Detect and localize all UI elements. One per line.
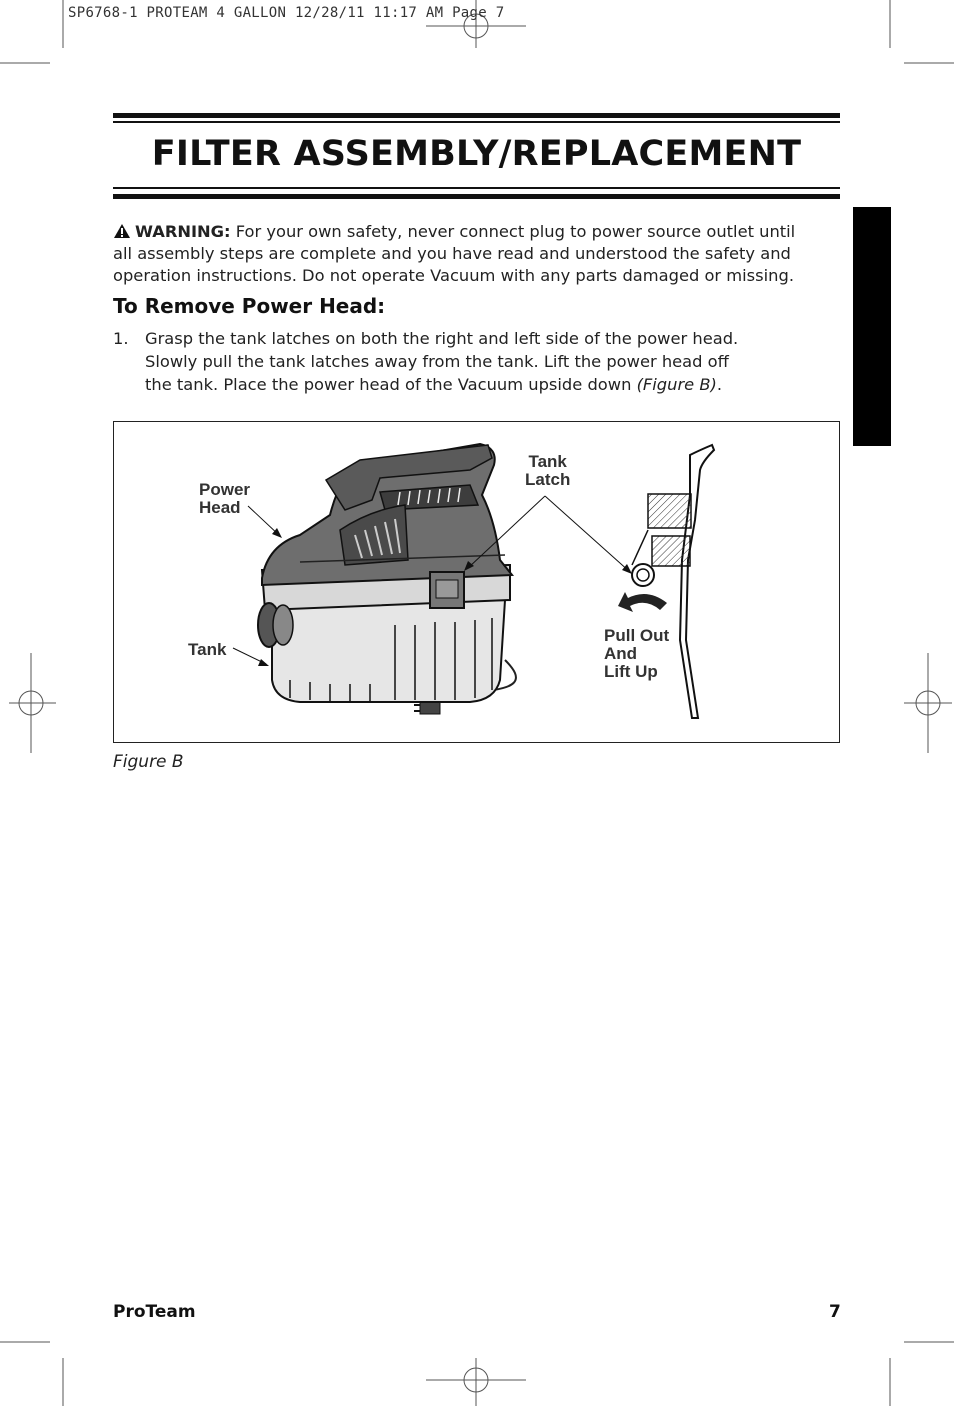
- label-tank-latch: Tank Latch: [525, 452, 571, 489]
- label-tank: Tank: [188, 640, 227, 659]
- print-slug: SP6768-1 PROTEAM 4 GALLON 12/28/11 11:17 AM Page 7: [68, 5, 505, 21]
- step-number: 1.: [113, 329, 129, 348]
- step-line-3-end: .: [716, 375, 723, 394]
- step-line-3-text: the tank. Place the power head of the Vacuum upside down: [145, 375, 637, 394]
- warning-line-2: all assembly steps are complete and you have read and understood the safety and: [113, 244, 791, 263]
- warning-line-3: operation instructions. Do not operate Vacuum with any parts damaged or missing.: [113, 266, 794, 285]
- warning-label: WARNING:: [135, 222, 231, 241]
- label-pull-out-lift-up: Pull Out And Lift Up: [604, 626, 670, 681]
- step-line-2: Slowly pull the tank latches away from the tank. Lift the power head off: [145, 352, 729, 371]
- footer-brand: ProTeam: [113, 1302, 196, 1322]
- page-title: FILTER ASSEMBLY/REPLACEMENT: [151, 134, 802, 174]
- plug-icon: [414, 702, 440, 714]
- step-line-1: Grasp the tank latches on both the right and left side of the power head.: [145, 329, 739, 348]
- section-heading: To Remove Power Head:: [113, 294, 386, 318]
- tank-body: [258, 565, 510, 702]
- figure-reference: (Figure B): [636, 375, 717, 394]
- pull-direction-arrow-icon: [618, 592, 667, 612]
- label-power-head: Power Head: [199, 480, 251, 517]
- warning-text-1: For your own safety, never connect plug to power source outlet until: [235, 222, 796, 241]
- page-number: 7: [829, 1302, 841, 1322]
- figure-caption: Figure B: [113, 752, 184, 772]
